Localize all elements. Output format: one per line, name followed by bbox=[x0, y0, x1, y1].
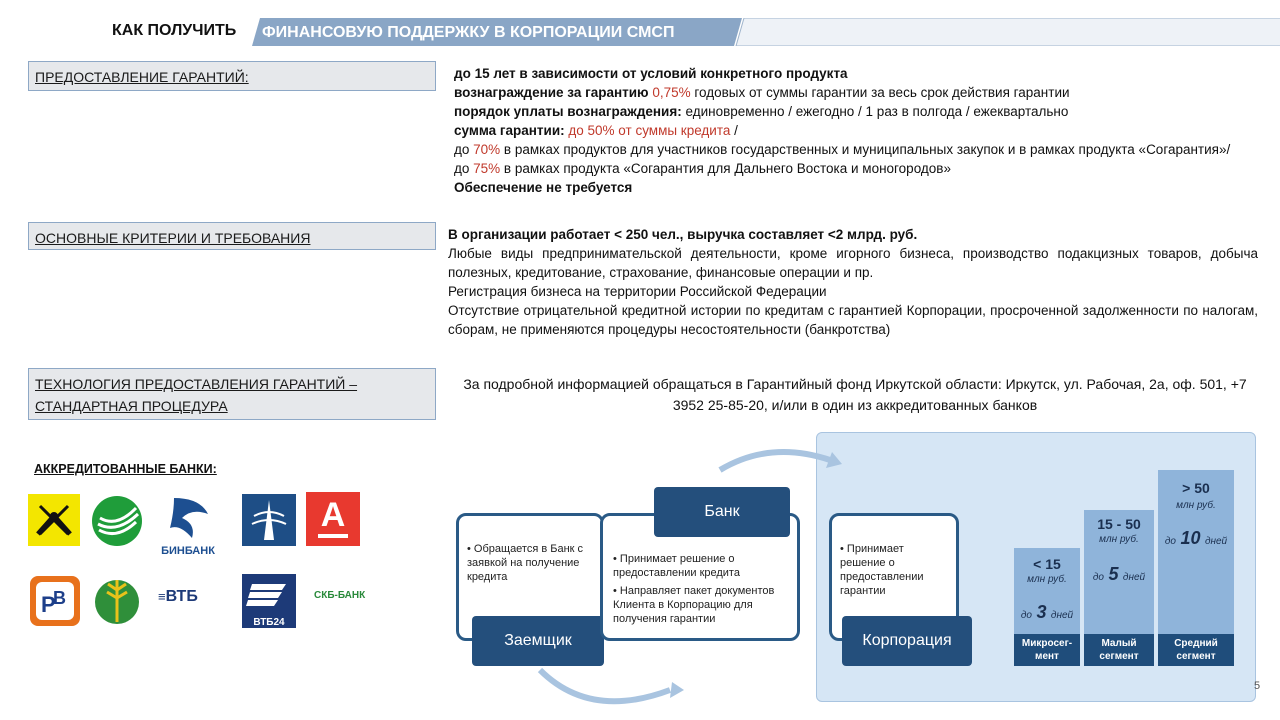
small-term-post: дней bbox=[1122, 572, 1146, 583]
micro-label-l2: мент bbox=[1035, 651, 1059, 662]
tower-bank-logo[interactable] bbox=[242, 494, 296, 546]
medium-label-l1: Средний bbox=[1174, 638, 1218, 649]
bank-item-2: • Направляет пакет документов Клиента в Корпорацию для получения гарантии bbox=[613, 585, 775, 625]
bank-item-1-text: Принимает решение о предоставлении кредита bbox=[613, 553, 740, 579]
segment-medium bbox=[1158, 470, 1234, 666]
guarantee-amount bbox=[454, 121, 1254, 140]
payment-label: порядок уплаты вознаграждения: bbox=[454, 104, 686, 119]
corporation-label[interactable]: Корпорация bbox=[842, 616, 972, 666]
guarantee-term: до 15 лет в зависимости от условий конкретного продукта bbox=[454, 66, 848, 81]
sberbank-icon bbox=[90, 494, 144, 548]
guarantee-no-collateral: Обеспечение не требуется bbox=[454, 180, 633, 195]
binbank-icon bbox=[152, 494, 224, 540]
segment-micro bbox=[1014, 548, 1080, 666]
borrower-item: • Обращается в Банк с заявкой на получение кредита bbox=[467, 543, 584, 583]
small-term-pre: до bbox=[1092, 572, 1104, 583]
g75-pct: 75% bbox=[473, 161, 501, 176]
segment-micro-unit: млн руб. bbox=[1027, 574, 1067, 585]
g70-pre: до bbox=[454, 142, 474, 157]
psb-icon bbox=[28, 574, 82, 628]
amount-value: до 50% от суммы кредита bbox=[568, 123, 731, 138]
fee-desc: годовых от суммы гарантии за весь срок действия гарантии bbox=[690, 85, 1070, 100]
segment-medium-amount: > 50 bbox=[1182, 480, 1210, 496]
criteria-activity: Любые виды предпринимательской деятельности, кроме игорного бизнеса, производство подакцизных товаров, добыча полезных, кредитование, страхование, финансовые операции и пр. bbox=[448, 246, 1258, 280]
guarantee-payment bbox=[454, 102, 1254, 121]
segment-small-term bbox=[1084, 564, 1154, 585]
binbank-logo[interactable] bbox=[152, 494, 224, 556]
vtb-logo[interactable] bbox=[158, 588, 218, 612]
amount-label: сумма гарантии: bbox=[454, 123, 569, 138]
medium-label-l2: сегмент bbox=[1176, 651, 1216, 662]
guarantee-70 bbox=[454, 140, 1246, 159]
svg-text:B: B bbox=[53, 588, 66, 608]
section-technology[interactable] bbox=[28, 368, 436, 420]
small-term-num: 5 bbox=[1108, 564, 1119, 584]
section-criteria[interactable]: ОСНОВНЫЕ КРИТЕРИИ И ТРЕБОВАНИЯ bbox=[28, 222, 436, 250]
binbank-label: БИНБАНК bbox=[161, 545, 215, 557]
segment-medium-unit: млн руб. bbox=[1176, 500, 1216, 511]
vtb-label: ВТБ bbox=[165, 588, 198, 605]
g70-desc: в рамках продуктов для участников государственных и муниципальных закупок и в рамках продукта «Согарантия»/ bbox=[500, 142, 1231, 157]
guarantee-fee bbox=[454, 83, 1254, 102]
fee-rate: 0,75% bbox=[652, 85, 691, 100]
medium-term-num: 10 bbox=[1180, 528, 1201, 548]
guarantee-75 bbox=[454, 159, 1254, 178]
title-part1: КАК ПОЛУЧИТЬ bbox=[112, 22, 237, 39]
g70-pct: 70% bbox=[473, 142, 501, 157]
corp-item-text: Принимает решение о предоставлении гарантии bbox=[840, 543, 924, 597]
raiffeisen-icon bbox=[28, 494, 80, 546]
section-technology-line2: СТАНДАРТНАЯ ПРОЦЕДУРА bbox=[35, 398, 228, 414]
rshb-icon bbox=[92, 572, 142, 626]
segment-medium-term bbox=[1158, 528, 1234, 549]
segment-small-amount: 15 - 50 bbox=[1097, 516, 1141, 532]
segment-medium-label bbox=[1158, 634, 1234, 666]
medium-term-pre: до bbox=[1164, 536, 1176, 547]
g75-pre: до bbox=[454, 161, 474, 176]
svg-text:P: P bbox=[41, 592, 56, 617]
alfa-underline bbox=[318, 534, 348, 538]
small-label-l2: сегмент bbox=[1099, 651, 1139, 662]
criteria-registration: Регистрация бизнеса на территории Российской Федерации bbox=[448, 284, 827, 299]
bank-label[interactable]: Банк bbox=[654, 487, 790, 537]
psb-logo[interactable] bbox=[28, 574, 82, 628]
criteria-size: В организации работает < 250 чел., выручка составляет <2 млрд. руб. bbox=[448, 227, 918, 242]
guarantees-text bbox=[454, 64, 1254, 197]
segment-micro-label bbox=[1014, 634, 1080, 666]
borrower-item-text: Обращается в Банк с заявкой на получение кредита bbox=[467, 543, 584, 583]
vtb24-logo[interactable] bbox=[242, 574, 296, 628]
segment-small-label bbox=[1084, 634, 1154, 666]
segment-micro-term bbox=[1014, 602, 1080, 623]
title-part2: ФИНАНСОВУЮ ПОДДЕРЖКУ В КОРПОРАЦИИ СМСП bbox=[262, 24, 675, 41]
small-label-l1: Малый bbox=[1101, 638, 1137, 649]
micro-label-l1: Микросег- bbox=[1021, 638, 1073, 649]
borrower-label[interactable]: Заемщик bbox=[472, 616, 604, 666]
sberbank-logo[interactable] bbox=[90, 494, 144, 548]
criteria-text bbox=[448, 225, 1258, 339]
contact-info: За подробной информацией обращаться в Гарантийный фонд Иркутской области: Иркутск, ул. Рабочая, 2а, оф. 501, +7 3952 25‐85‐20, и/или в один из аккредитованных банков bbox=[463, 376, 1247, 413]
raiffeisen-logo[interactable] bbox=[28, 494, 80, 546]
corp-item: • Принимает решение о предоставлении гарантии bbox=[840, 543, 924, 597]
criteria-history: Отсутствие отрицательной кредитной истории по кредитам с гарантией Корпорации, просроченной задолженности по налогам, сборам, не применяются процедуры несостоятельности (банкротства) bbox=[448, 303, 1258, 337]
skb-bank-logo[interactable]: СКБ-БАНК bbox=[314, 590, 366, 601]
tower-icon bbox=[242, 494, 296, 546]
rshb-logo[interactable] bbox=[92, 572, 142, 626]
fee-label: вознаграждение за гарантию bbox=[454, 85, 653, 100]
micro-term-num: 3 bbox=[1036, 602, 1047, 622]
banks-label: АККРЕДИТОВАННЫЕ БАНКИ: bbox=[34, 462, 217, 476]
segment-small-unit: млн руб. bbox=[1099, 534, 1139, 545]
medium-term-post: дней bbox=[1204, 536, 1228, 547]
amount-sep: / bbox=[730, 123, 738, 138]
bank-item-2-text: Направляет пакет документов Клиента в Корпорацию для получения гарантии bbox=[613, 585, 775, 625]
page-number: 5 bbox=[1254, 680, 1261, 692]
section-guarantees[interactable]: ПРЕДОСТАВЛЕНИЕ ГАРАНТИЙ: bbox=[28, 61, 436, 91]
vtb-stripes-icon: ≡ bbox=[158, 589, 166, 604]
vtb24-icon bbox=[242, 574, 296, 612]
micro-term-post: дней bbox=[1050, 610, 1074, 621]
section-technology-line1: ТЕХНОЛОГИЯ ПРЕДОСТАВЛЕНИЯ ГАРАНТИЙ – bbox=[35, 376, 358, 392]
g75-desc: в рамках продукта «Согарантия для Дальнего Востока и моногородов» bbox=[500, 161, 951, 176]
segment-small bbox=[1084, 510, 1154, 666]
bank-item-1: • Принимает решение о предоставлении кредита bbox=[613, 553, 740, 579]
payment-desc: единовременно / ежегодно / 1 раз в полгода / ежеквартально bbox=[685, 104, 1069, 119]
alfa-letter: А bbox=[320, 496, 346, 534]
micro-term-pre: до bbox=[1020, 610, 1032, 621]
vtb24-label: ВТБ24 bbox=[253, 617, 285, 628]
alfa-bank-logo[interactable] bbox=[306, 492, 360, 546]
segment-micro-amount: < 15 bbox=[1033, 556, 1061, 572]
